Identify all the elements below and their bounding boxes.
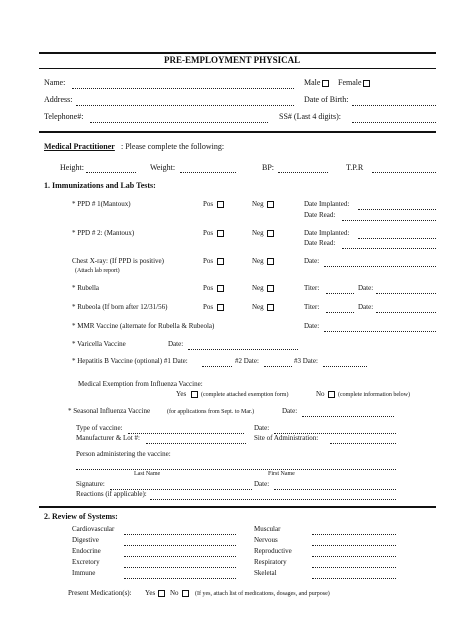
exemption-label: Medical Exemption from Influenza Vaccine: xyxy=(78,380,203,388)
ppd2-neg-label: Neg xyxy=(252,229,264,237)
telephone-label: Telephone#: xyxy=(44,112,84,121)
exemption-yes-label: Yes xyxy=(176,390,187,398)
system-cardiovascular-label: Cardiovascular xyxy=(72,525,115,533)
system-muscular-label: Muscular xyxy=(254,525,281,533)
ppd2-date-implanted-label: Date Implanted: xyxy=(304,229,350,237)
system-immune-label: Immune xyxy=(72,569,96,577)
reactions-label: Reactions (if applicable): xyxy=(76,490,147,498)
system-excretory-label: Excretory xyxy=(72,558,100,566)
ppd2-date-read-field[interactable] xyxy=(342,248,436,249)
manufacturer-field[interactable] xyxy=(146,443,246,444)
header-rule xyxy=(39,131,436,133)
mmr-label: * MMR Vaccine (alternate for Rubella & Rubeola) xyxy=(72,322,215,330)
hepb-date2-field[interactable] xyxy=(264,366,292,367)
rubeola-label: * Rubeola (If born after 12/31/56) xyxy=(72,303,168,311)
male-label: Male xyxy=(304,78,321,87)
seasonal-date-label: Date: xyxy=(282,407,298,415)
exemption-yes-note: (complete attached exemption form) xyxy=(201,392,289,398)
title-rule xyxy=(39,68,436,69)
hepb-date3-label: #3 Date: xyxy=(294,357,318,365)
ppd2-neg-checkbox[interactable] xyxy=(267,230,274,237)
seasonal-label: * Seasonal Influenza Vaccine xyxy=(68,407,151,415)
mmr-date-field[interactable] xyxy=(324,331,436,332)
female-checkbox[interactable] xyxy=(363,80,370,87)
varicella-label: * Varicella Vaccine xyxy=(72,340,126,348)
medication-no-checkbox[interactable] xyxy=(182,590,189,597)
system-digestive-field[interactable] xyxy=(124,545,236,546)
ppd1-pos-label: Pos xyxy=(203,200,214,208)
manufacturer-label: Manufacturer & Lot #: xyxy=(76,434,140,442)
rubella-neg-label: Neg xyxy=(252,284,264,292)
name-label: Name: xyxy=(44,78,66,87)
tpr-field[interactable] xyxy=(372,172,436,173)
exemption-no-label: No xyxy=(316,390,325,398)
chest-pos-checkbox[interactable] xyxy=(217,258,224,265)
rubella-neg-checkbox[interactable] xyxy=(267,285,274,292)
medication-yes-checkbox[interactable] xyxy=(158,590,165,597)
person-label: Person administering the vaccine: xyxy=(76,450,171,458)
ppd1-neg-label: Neg xyxy=(252,200,264,208)
ppd2-label: * PPD # 2: (Mantoux) xyxy=(72,229,135,237)
hepb-label: * Hepatitis B Vaccine (optional) #1 Date: xyxy=(72,357,188,365)
weight-field[interactable] xyxy=(180,172,236,173)
top-rule xyxy=(39,52,436,54)
system-skeletal-field[interactable] xyxy=(312,578,396,579)
ppd2-pos-label: Pos xyxy=(203,229,214,237)
rubeola-pos-label: Pos xyxy=(203,303,214,311)
seasonal-sublabel: (for applications from Sept. to Mar.) xyxy=(167,409,255,415)
ss-field[interactable] xyxy=(352,122,436,123)
ppd1-date-read-label: Date Read: xyxy=(304,211,336,219)
tpr-label: T.P.R xyxy=(346,163,364,172)
varicella-date-label: Date: xyxy=(168,340,184,348)
address-label: Address: xyxy=(44,95,73,104)
section-rule xyxy=(39,506,436,508)
rubeola-neg-label: Neg xyxy=(252,303,264,311)
system-respiratory-label: Respiratory xyxy=(254,558,287,566)
dob-field[interactable] xyxy=(352,105,436,106)
exemption-yes-checkbox[interactable] xyxy=(191,391,198,398)
rubella-titer-label: Titer: xyxy=(304,284,320,292)
chest-neg-label: Neg xyxy=(252,257,264,265)
ppd1-neg-checkbox[interactable] xyxy=(267,201,274,208)
male-checkbox[interactable] xyxy=(322,80,329,87)
bp-label: BP: xyxy=(262,163,275,172)
rubeola-date-field[interactable] xyxy=(376,312,436,313)
system-excretory-field[interactable] xyxy=(124,567,236,568)
ppd2-pos-checkbox[interactable] xyxy=(217,230,224,237)
chest-xray-sublabel: (Attach lab report) xyxy=(75,268,120,274)
exemption-no-note: (complete information below) xyxy=(338,392,410,398)
vaccine-type-field[interactable] xyxy=(128,433,244,434)
signature-date-label: Date: xyxy=(254,480,270,488)
medication-note: (If yes, attach list of medications, dosages, and purpose) xyxy=(195,591,330,597)
systems-heading: 2. Review of Systems: xyxy=(44,512,118,521)
rubeola-date-label: Date: xyxy=(358,303,374,311)
address-field[interactable] xyxy=(76,105,294,106)
varicella-date-field[interactable] xyxy=(188,349,298,350)
hepb-date2-label: #2 Date: xyxy=(235,357,259,365)
chest-date-label: Date: xyxy=(304,257,320,265)
medication-yes-label: Yes xyxy=(145,589,156,597)
ppd2-date-implanted-field[interactable] xyxy=(358,238,436,239)
chest-xray-label: Chest X-ray: (If PPD is positive) xyxy=(72,257,164,265)
medication-label: Present Medication(s): xyxy=(68,589,132,597)
vaccine-date-label: Date: xyxy=(254,424,270,432)
practitioner-instruction: : Please complete the following: xyxy=(121,142,225,151)
hepb-date3-field[interactable] xyxy=(323,366,367,367)
vaccine-type-label: Type of vaccine: xyxy=(76,424,123,432)
site-field[interactable] xyxy=(330,443,396,444)
ppd1-pos-checkbox[interactable] xyxy=(217,201,224,208)
mmr-date-label: Date: xyxy=(304,322,320,330)
system-endocrine-label: Endocrine xyxy=(72,547,101,555)
rubeola-pos-checkbox[interactable] xyxy=(217,304,224,311)
rubella-label: * Rubella xyxy=(72,284,100,292)
rubella-date-label: Date: xyxy=(358,284,374,292)
name-field[interactable] xyxy=(72,88,294,89)
ppd1-date-implanted-field[interactable] xyxy=(358,209,436,210)
signature-label: Signature: xyxy=(76,480,105,488)
practitioner-label: Medical Practitioner xyxy=(44,142,115,151)
person-field[interactable] xyxy=(76,469,396,470)
hepb-date1-field[interactable] xyxy=(202,366,232,367)
dob-label: Date of Birth: xyxy=(304,95,349,104)
seasonal-date-field[interactable] xyxy=(302,416,394,417)
system-nervous-field[interactable] xyxy=(312,545,396,546)
reactions-field[interactable] xyxy=(150,499,396,500)
system-digestive-label: Digestive xyxy=(72,536,99,544)
rubella-pos-checkbox[interactable] xyxy=(217,285,224,292)
signature-date-field[interactable] xyxy=(274,489,396,490)
height-field[interactable] xyxy=(86,172,136,173)
last-name-caption: Last Name xyxy=(134,471,161,477)
rubella-pos-label: Pos xyxy=(203,284,214,292)
rubeola-titer-label: Titer: xyxy=(304,303,320,311)
system-respiratory-field[interactable] xyxy=(312,567,396,568)
exemption-no-checkbox[interactable] xyxy=(328,391,335,398)
system-muscular-field[interactable] xyxy=(312,534,396,535)
rubeola-neg-checkbox[interactable] xyxy=(267,304,274,311)
weight-label: Weight: xyxy=(150,163,176,172)
system-nervous-label: Nervous xyxy=(254,536,278,544)
chest-date-field[interactable] xyxy=(324,266,436,267)
first-name-caption: First Name xyxy=(268,471,295,477)
system-skeletal-label: Skeletal xyxy=(254,569,277,577)
rubella-date-field[interactable] xyxy=(376,293,436,294)
ppd1-date-read-field[interactable] xyxy=(342,220,436,221)
ss-label: SS# (Last 4 digits): xyxy=(279,112,342,121)
ppd2-date-read-label: Date Read: xyxy=(304,239,336,247)
bp-field[interactable] xyxy=(278,172,328,173)
chest-pos-label: Pos xyxy=(203,257,214,265)
medication-no-label: No xyxy=(170,589,179,597)
chest-neg-checkbox[interactable] xyxy=(267,258,274,265)
female-label: Female xyxy=(338,78,362,87)
system-immune-field[interactable] xyxy=(124,578,236,579)
rubella-titer-field[interactable] xyxy=(326,293,354,294)
ppd1-date-implanted-label: Date Implanted: xyxy=(304,200,350,208)
telephone-field[interactable] xyxy=(90,122,268,123)
system-reproductive-label: Reproductive xyxy=(254,547,292,555)
ppd1-label: * PPD # 1(Mantoux) xyxy=(72,200,131,208)
rubeola-titer-field[interactable] xyxy=(326,312,354,313)
system-endocrine-field[interactable] xyxy=(124,556,236,557)
system-cardiovascular-field[interactable] xyxy=(124,534,236,535)
height-label: Height: xyxy=(60,163,84,172)
site-label: Site of Administration: xyxy=(254,434,319,442)
immunizations-heading: 1. Immunizations and Lab Tests: xyxy=(44,181,156,190)
page-title: PRE-EMPLOYMENT PHYSICAL xyxy=(164,55,301,65)
system-reproductive-field[interactable] xyxy=(312,556,396,557)
